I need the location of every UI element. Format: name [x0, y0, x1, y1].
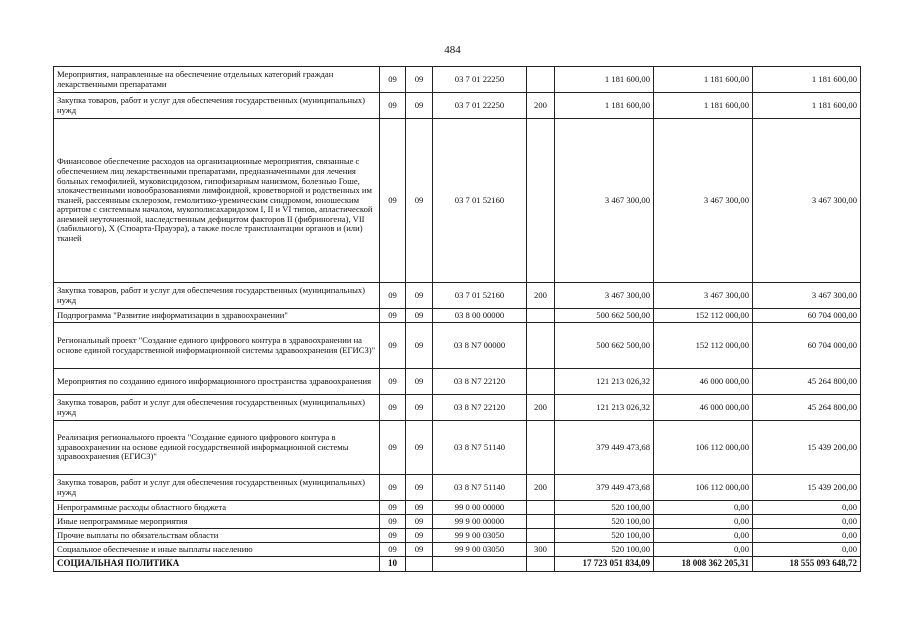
row-amount-year2: 0,00: [654, 543, 753, 557]
row-section: 09: [380, 515, 406, 529]
table-row: [54, 119, 861, 283]
row-name: Социальное обеспечение и иные выплаты населению: [54, 543, 380, 557]
row-amount-year3: 60 704 000,00: [753, 309, 861, 323]
row-amount-year1: 379 449 473,68: [555, 421, 654, 475]
row-expense-type: [527, 119, 555, 283]
row-expense-type: 200: [527, 395, 555, 421]
row-subsection: 09: [406, 369, 433, 395]
row-section: 09: [380, 395, 406, 421]
row-expense-type: 200: [527, 283, 555, 309]
row-target-article: 03 8 N7 00000: [433, 323, 527, 369]
row-target-article: 03 7 01 52160: [433, 283, 527, 309]
row-amount-year3: 0,00: [753, 529, 861, 543]
row-amount-year3: 15 439 200,00: [753, 421, 861, 475]
row-target-article: 99 9 00 00000: [433, 515, 527, 529]
total-target-article: [433, 557, 527, 572]
row-amount-year3: 3 467 300,00: [753, 119, 861, 283]
table-row: [54, 395, 861, 421]
budget-table: [53, 66, 861, 572]
row-amount-year3: 1 181 600,00: [753, 93, 861, 119]
table-row: [54, 543, 861, 557]
row-target-article: 03 8 N7 22120: [433, 369, 527, 395]
row-amount-year1: 3 467 300,00: [555, 283, 654, 309]
row-expense-type: [527, 529, 555, 543]
row-section: 09: [380, 323, 406, 369]
row-amount-year3: 0,00: [753, 515, 861, 529]
row-target-article: 03 8 N7 22120: [433, 395, 527, 421]
table-row: [54, 501, 861, 515]
row-name: Закупка товаров, работ и услуг для обеспечения государственных (муниципальных) нужд: [54, 395, 380, 421]
row-target-article: 03 7 01 52160: [433, 119, 527, 283]
row-name: Региональный проект "Создание единого цифрового контура в здравоохранении на основе единой государственной информационной системы здравоохранения (ЕГИСЗ)": [54, 323, 380, 369]
row-amount-year2: 1 181 600,00: [654, 93, 753, 119]
row-amount-year1: 121 213 026,32: [555, 395, 654, 421]
row-name: Подпрограмма "Развитие информатизации в здравоохранении": [54, 309, 380, 323]
row-section: 09: [380, 543, 406, 557]
row-amount-year1: 1 181 600,00: [555, 93, 654, 119]
row-subsection: 09: [406, 421, 433, 475]
row-target-article: 99 9 00 03050: [433, 543, 527, 557]
row-subsection: 09: [406, 475, 433, 501]
total-section: 10: [380, 557, 406, 572]
row-section: 09: [380, 529, 406, 543]
row-section: 09: [380, 93, 406, 119]
row-name: Мероприятия, направленные на обеспечение отдельных категорий граждан лекарственными препаратами: [54, 67, 380, 93]
table-row: [54, 283, 861, 309]
row-amount-year1: 500 662 500,00: [555, 309, 654, 323]
row-subsection: 09: [406, 515, 433, 529]
table-row: [54, 515, 861, 529]
row-amount-year3: 0,00: [753, 543, 861, 557]
total-amount-year3: 18 555 093 648,72: [753, 557, 861, 572]
row-subsection: 09: [406, 119, 433, 283]
row-name: Закупка товаров, работ и услуг для обеспечения государственных (муниципальных) нужд: [54, 475, 380, 501]
row-amount-year1: 520 100,00: [555, 515, 654, 529]
row-section: 09: [380, 309, 406, 323]
row-expense-type: 200: [527, 93, 555, 119]
row-section: 09: [380, 421, 406, 475]
row-amount-year3: 45 264 800,00: [753, 395, 861, 421]
row-expense-type: [527, 309, 555, 323]
row-subsection: 09: [406, 67, 433, 93]
table-row: [54, 475, 861, 501]
page-number: 484: [444, 44, 461, 56]
total-amount-year2: 18 008 362 205,31: [654, 557, 753, 572]
row-target-article: 99 9 00 03050: [433, 529, 527, 543]
row-subsection: 09: [406, 395, 433, 421]
row-amount-year2: 0,00: [654, 515, 753, 529]
total-subsection: [406, 557, 433, 572]
row-amount-year1: 520 100,00: [555, 529, 654, 543]
row-name: Иные непрограммные мероприятия: [54, 515, 380, 529]
row-amount-year2: 3 467 300,00: [654, 119, 753, 283]
row-expense-type: [527, 323, 555, 369]
row-amount-year2: 0,00: [654, 501, 753, 515]
row-expense-type: [527, 369, 555, 395]
row-amount-year1: 520 100,00: [555, 501, 654, 515]
row-target-article: 99 0 00 00000: [433, 501, 527, 515]
row-subsection: 09: [406, 309, 433, 323]
row-amount-year2: 46 000 000,00: [654, 395, 753, 421]
row-amount-year1: 1 181 600,00: [555, 67, 654, 93]
row-target-article: 03 8 N7 51140: [433, 421, 527, 475]
row-section: 09: [380, 283, 406, 309]
row-name: Закупка товаров, работ и услуг для обеспечения государственных (муниципальных) нужд: [54, 93, 380, 119]
row-subsection: 09: [406, 501, 433, 515]
row-target-article: 03 7 01 22250: [433, 93, 527, 119]
table-body: [54, 67, 861, 572]
row-name: Реализация регионального проекта "Создание единого цифрового контура в здравоохранении на основе единой государственной информационной системы здравоохранения (ЕГИСЗ)": [54, 421, 380, 475]
row-amount-year3: 60 704 000,00: [753, 323, 861, 369]
row-amount-year2: 1 181 600,00: [654, 67, 753, 93]
row-subsection: 09: [406, 93, 433, 119]
row-name: Непрограммные расходы областного бюджета: [54, 501, 380, 515]
row-amount-year2: 106 112 000,00: [654, 475, 753, 501]
row-amount-year2: 3 467 300,00: [654, 283, 753, 309]
row-name: Финансовое обеспечение расходов на организационные мероприятия, связанные с обеспечением лиц лекарственными препаратами, предназначенными для лечения больных гемофилией, муковисцидозом, гипофизарным нанизмом, болезнью Гоше, злокачественными новообразованиями лимфоидной, кроветворной и родственных им тканей, рассеянным склерозом, гемолитико-уремическим синдромом, юношеским артритом с системным началом, мукополисахаридозом I, II и VI типов, апластической анемией неуточненной, наследственным дефицитом факторов II (фибриногена), VII (лабильного), X (Стюарта-Прауэра), а также после трансплантации органов и (или) тканей: [54, 119, 380, 283]
table-row: [54, 93, 861, 119]
row-amount-year3: 15 439 200,00: [753, 475, 861, 501]
row-name: Закупка товаров, работ и услуг для обеспечения государственных (муниципальных) нужд: [54, 283, 380, 309]
row-amount-year1: 520 100,00: [555, 543, 654, 557]
row-amount-year3: 0,00: [753, 501, 861, 515]
row-expense-type: [527, 421, 555, 475]
row-name: Мероприятия по созданию единого информационного пространства здравоохранения: [54, 369, 380, 395]
table-row: [54, 369, 861, 395]
row-target-article: 03 8 N7 51140: [433, 475, 527, 501]
row-amount-year2: 46 000 000,00: [654, 369, 753, 395]
row-amount-year1: 121 213 026,32: [555, 369, 654, 395]
table-row: [54, 323, 861, 369]
row-section: 09: [380, 67, 406, 93]
row-amount-year3: 45 264 800,00: [753, 369, 861, 395]
row-amount-year2: 0,00: [654, 529, 753, 543]
row-subsection: 09: [406, 543, 433, 557]
row-subsection: 09: [406, 529, 433, 543]
row-target-article: 03 7 01 22250: [433, 67, 527, 93]
row-target-article: 03 8 00 00000: [433, 309, 527, 323]
row-subsection: 09: [406, 323, 433, 369]
row-amount-year2: 152 112 000,00: [654, 309, 753, 323]
row-expense-type: 300: [527, 543, 555, 557]
row-amount-year2: 106 112 000,00: [654, 421, 753, 475]
row-amount-year1: 3 467 300,00: [555, 119, 654, 283]
row-expense-type: 200: [527, 475, 555, 501]
row-amount-year3: 3 467 300,00: [753, 283, 861, 309]
row-expense-type: [527, 501, 555, 515]
row-section: 09: [380, 119, 406, 283]
row-name: Прочие выплаты по обязательствам области: [54, 529, 380, 543]
row-expense-type: [527, 515, 555, 529]
table-row: [54, 67, 861, 93]
row-amount-year3: 1 181 600,00: [753, 67, 861, 93]
row-section: 09: [380, 369, 406, 395]
row-section: 09: [380, 475, 406, 501]
table-row: [54, 421, 861, 475]
total-row: [54, 557, 861, 572]
table-row: [54, 309, 861, 323]
table-row: [54, 529, 861, 543]
row-expense-type: [527, 67, 555, 93]
row-amount-year1: 379 449 473,68: [555, 475, 654, 501]
row-amount-year2: 152 112 000,00: [654, 323, 753, 369]
row-section: 09: [380, 501, 406, 515]
total-expense-type: [527, 557, 555, 572]
total-name: СОЦИАЛЬНАЯ ПОЛИТИКА: [54, 557, 380, 572]
row-amount-year1: 500 662 500,00: [555, 323, 654, 369]
total-amount-year1: 17 723 051 834,09: [555, 557, 654, 572]
row-subsection: 09: [406, 283, 433, 309]
